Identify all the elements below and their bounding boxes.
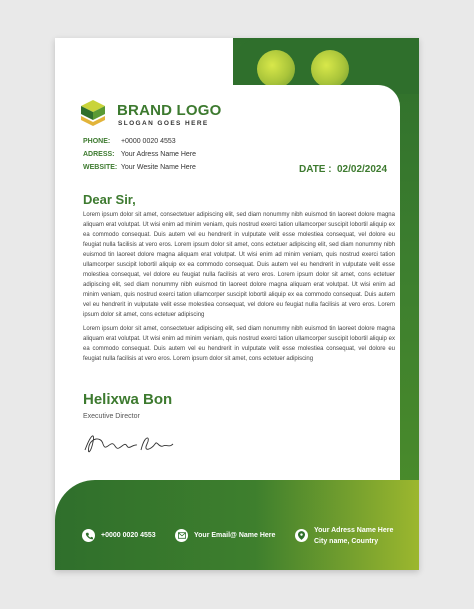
location-pin-icon xyxy=(295,529,308,542)
brand-name: BRAND LOGO xyxy=(117,102,222,119)
signer-role: Executive Director xyxy=(83,413,140,420)
contact-website xyxy=(83,164,196,171)
footer-address-line1: Your Adress Name Here xyxy=(314,527,394,534)
contact-phone-label: PHONE: xyxy=(83,138,111,145)
phone-icon xyxy=(82,529,95,542)
decorative-circle-left xyxy=(257,50,295,88)
date-value: 02/02/2024 xyxy=(337,164,388,175)
date-label: DATE : xyxy=(299,164,332,175)
body-paragraph-2: Lorem ipsum dolor sit amet, consectetuer adipiscing elit, sed diam nonummy nibh euismod tin laoreet dolore magna aliquam erat volutpat. Ut wisi enim ad minim veniam, quis nostrud exerci tation ullamcorper suscipit lobortil aliquip ex ea commodo consequat. Duis autem vel eu hendrerit in vulputate velit esse molestiea consequat, vel dolore eu feugiat nulla facilisis at vero eros. Lorem ipsum dolor sit amet, cons ectetuer adipiscing xyxy=(83,326,395,362)
decorative-circle-right xyxy=(311,50,349,88)
body-paragraph-1: Lorem ipsum dolor sit amet, consectetuer adipiscing elit, sed diam nonummy nibh euismod tin laoreet dolore magna aliquam erat volutpat. Ut wisi enim ad minim veniam, quis nostrud exerci tation ullamcorper suscipit lobortil aliquip ex ea commodo consequat. Duis autem vel eu hendrerit in vulputate velit esse molestiea consequat, vel dolore eu feugiat nulla facilisis at vero eros. Lorem ipsum dolor sit amet, cons ectetuer adipiscing elit, sed diam nonummy nibh euismod tin laoreet dolore magna aliquam erat volutpat. Ut wisi enim ad minim veniam, quis nostrud exerci tation ullamcorper suscipit lobortil aliquip ex ea commodo consequat. Duis autem vel eu hendrerit in vulputate velit esse molestiea consequat, vel dolore eu feugiat nulla facilisis at vero eros. Lorem ipsum dolor sit amet, cons ectetuer adipiscing elit, sed diam nonummy nibh euismod tin laoreet dolore magna aliquam erat volutpat. Ut wisi enim ad minim veniam, quis nostrud exerci tation ullamcorper suscipit lobortil aliquip ex ea commodo consequat. Duis autem vel eu hendrerit in vulputate velit esse molestiea consequat, vel dolore eu feugiat nulla facilisis at vero eros. Lorem ipsum dolor sit amet, cons ectetuer adipiscing xyxy=(83,212,395,318)
contact-phone-value: +0000 0020 4553 xyxy=(120,138,176,145)
contact-address-value: Your Adress Name Here xyxy=(120,151,197,158)
brand-slogan: SLOGAN GOES HERE xyxy=(118,120,209,127)
contact-address xyxy=(83,151,196,158)
contact-website-value: Your Wesite Name Here xyxy=(120,164,196,171)
footer-band xyxy=(55,480,419,570)
footer-address-line2: City name, Country xyxy=(314,538,379,545)
contact-address-label: ADRESS: xyxy=(83,151,115,158)
signature-image xyxy=(81,430,176,460)
contact-phone xyxy=(83,138,176,145)
email-icon xyxy=(175,529,188,542)
letterhead-page xyxy=(55,38,419,570)
footer-email: Your Email@ Name Here xyxy=(194,532,276,539)
signer-name: Helixwa Bon xyxy=(83,391,173,408)
greeting: Dear Sir, xyxy=(83,192,136,207)
footer-phone: +0000 0020 4553 xyxy=(101,532,156,539)
contact-website-label: WEBSITE: xyxy=(83,164,118,171)
brand-logo-icon xyxy=(81,100,105,126)
